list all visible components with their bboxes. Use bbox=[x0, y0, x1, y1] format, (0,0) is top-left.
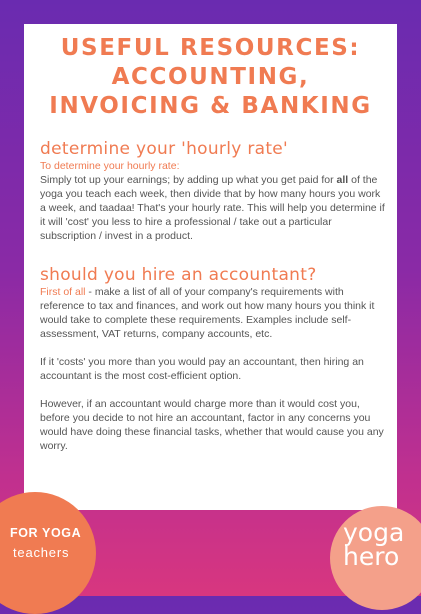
hourly-rate-paragraph bbox=[40, 173, 389, 243]
title-line: USEFUL RESOURCES: bbox=[60, 35, 361, 61]
logo-line: hero bbox=[343, 542, 400, 571]
badge-line: teachers bbox=[13, 545, 70, 560]
accountant-paragraph-2: If it 'costs' you more than you would pay an accountant, then hiring an accountant is the most cost-efficient option. bbox=[40, 356, 364, 382]
bold-word: all bbox=[336, 174, 349, 186]
accountant-paragraph-3: However, if an accountant would charge more than it would cost you, before you decide to not hire an accountant, factor in any concerns you would have doing these financial tasks, whether that would cause you any worry. bbox=[40, 398, 384, 452]
section-heading-hourly-rate: determine your 'hourly rate' bbox=[40, 139, 289, 159]
text-span: of the yoga you teach each week, then divide that by how many hours you work a week, and taadaa! That's your hourly rate. This will help you determine if it will 'cost' you less to hire a professional / take out a particular subscription / invest in a product. bbox=[40, 174, 385, 242]
text-span: Simply tot up your earnings; by adding up what you get paid for bbox=[40, 174, 337, 186]
logo-line: yoga bbox=[343, 518, 405, 547]
badge-line: FOR YOGA bbox=[10, 526, 82, 540]
logo-text bbox=[343, 518, 405, 571]
lead-phrase: First of all bbox=[40, 286, 86, 298]
title-line: ACCOUNTING, bbox=[111, 64, 310, 90]
accountant-paragraph-1 bbox=[40, 285, 389, 341]
section-subheading: To determine your hourly rate: bbox=[40, 160, 180, 172]
section-heading-accountant: should you hire an accountant? bbox=[40, 265, 317, 285]
title-line: INVOICING & BANKING bbox=[49, 93, 372, 119]
content-card bbox=[24, 24, 397, 510]
text-span: - make a list of all of your company's requirements with reference to tax and finances, and work out how many hours you think it would take to complete these requirements. Examples include self-assessment, VAT returns, company accounts, etc. bbox=[40, 286, 375, 340]
page-title bbox=[24, 34, 397, 121]
yoga-hero-logo bbox=[330, 506, 421, 610]
content-body bbox=[24, 139, 397, 453]
